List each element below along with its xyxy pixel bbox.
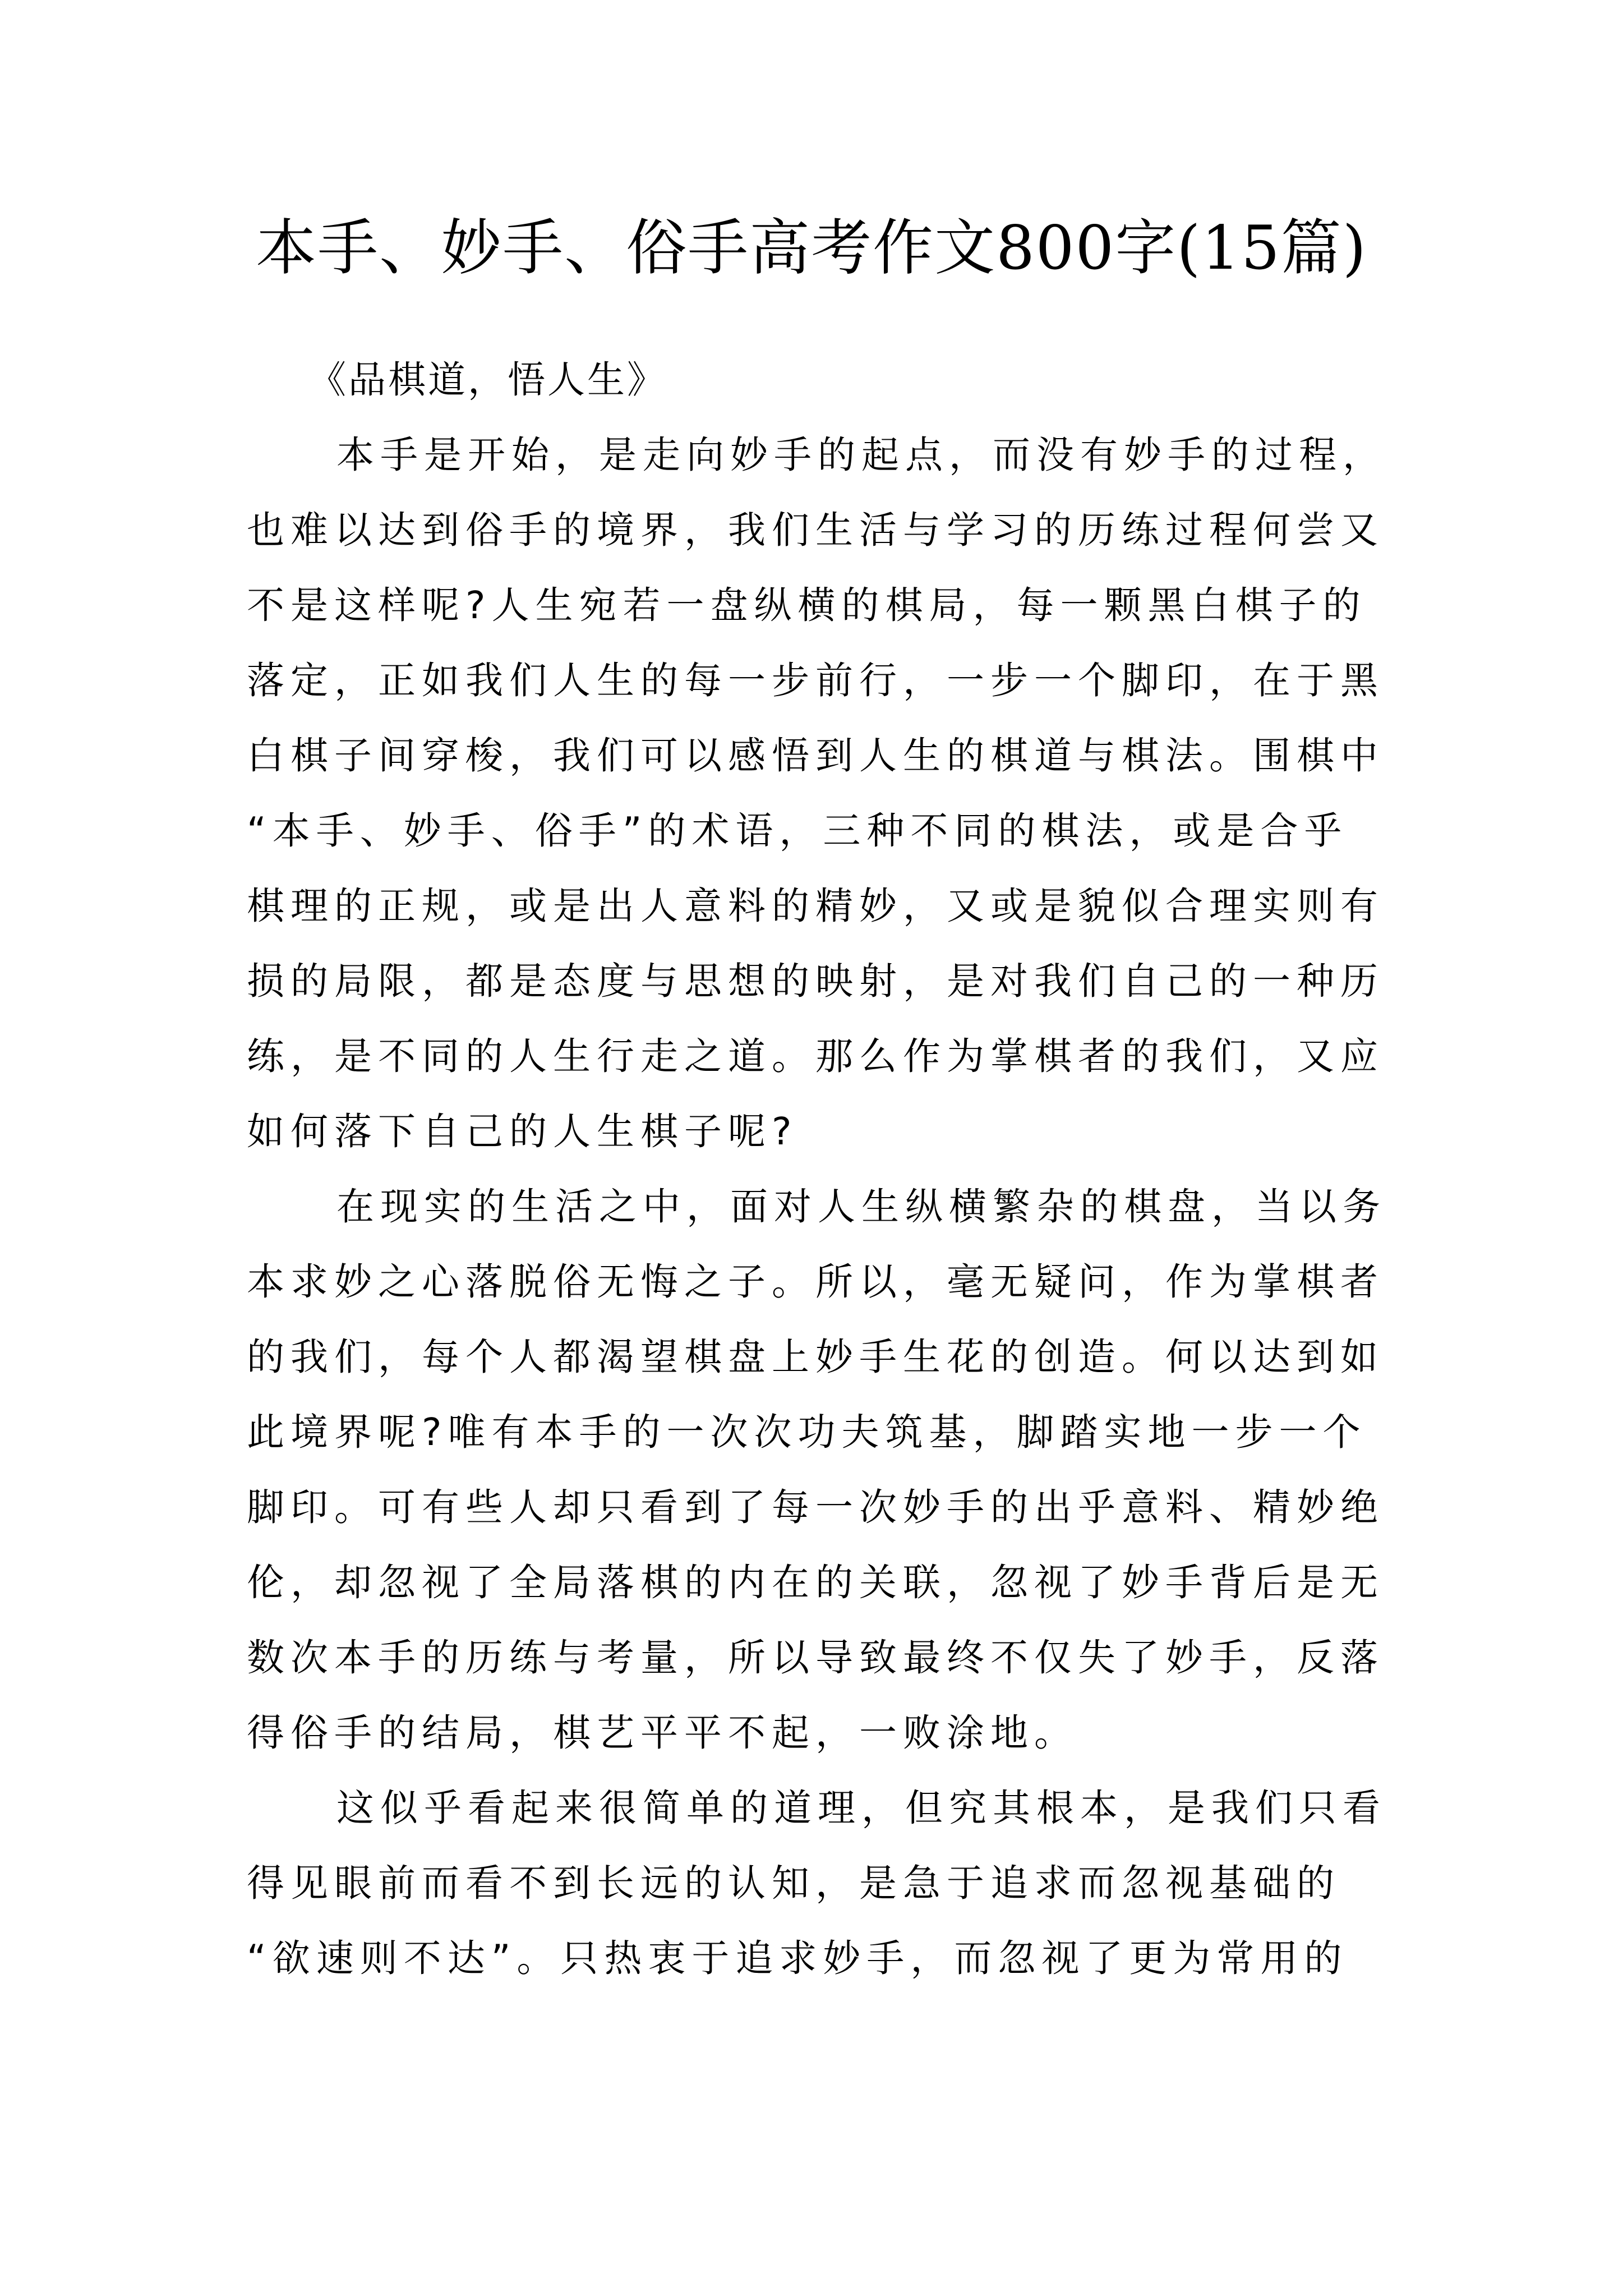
text-line: 得俗手的结局，棋艺平平不起，一败涂地。 <box>247 1711 1078 1755</box>
paragraph <box>247 1770 1386 1996</box>
text-line: 落定，正如我们人生的每一步前行，一步一个脚印，在于黑 <box>247 659 1384 702</box>
paragraph <box>247 417 1386 1169</box>
text-line: 白棋子间穿梭，我们可以感悟到人生的棋道与棋法。围棋中 <box>247 734 1384 777</box>
text-line: 脚印。可有些人却只看到了每一次妙手的出乎意料、精妙绝 <box>247 1485 1384 1529</box>
text-line: 不是这样呢?人生宛若一盘纵横的棋局，每一颗黑白棋子的 <box>247 583 1367 627</box>
text-line: 练，是不同的人生行走之道。那么作为掌棋者的我们，又应 <box>247 1034 1384 1078</box>
document-body <box>247 342 1386 1996</box>
text-line: 损的局限，都是态度与思想的映射，是对我们自己的一种历 <box>247 959 1384 1003</box>
text-line: 在现实的生活之中，面对人生纵横繁杂的棋盘，当以务 <box>336 1185 1386 1228</box>
text-line: 本求妙之心落脱俗无悔之子。所以，毫无疑问，作为掌棋者 <box>247 1260 1384 1304</box>
essay-title: 《品棋道，悟人生》 <box>308 358 667 402</box>
document-title: 本手、妙手、俗手高考作文800字(15篇) <box>256 213 1367 283</box>
text-line: 本手是开始，是走向妙手的起点，而没有妙手的过程， <box>336 433 1386 477</box>
text-line: 得见眼前而看不到长远的认知，是急于追求而忽视基础的 <box>247 1861 1340 1905</box>
text-line: 的我们，每个人都渴望棋盘上妙手生花的创造。何以达到如 <box>247 1335 1384 1379</box>
text-line: “本手、妙手、俗手”的术语，三种不同的棋法，或是合乎 <box>247 809 1348 853</box>
text-line: 棋理的正规，或是出人意料的精妙，又或是貌似合理实则有 <box>247 884 1384 928</box>
text-line: 如何落下自己的人生棋子呢? <box>247 1110 798 1153</box>
text-line: 此境界呢?唯有本手的一次次功夫筑基，脚踏实地一步一个 <box>247 1410 1367 1454</box>
text-line: 伦，却忽视了全局落棋的内在的关联，忽视了妙手背后是无 <box>247 1561 1384 1604</box>
text-line: 这似乎看起来很简单的道理，但究其根本，是我们只看 <box>336 1786 1386 1830</box>
text-line: 数次本手的历练与考量，所以导致最终不仅失了妙手，反落 <box>247 1636 1384 1680</box>
text-line: “欲速则不达”。只热衷于追求妙手，而忽视了更为常用的 <box>247 1936 1348 1980</box>
text-line: 也难以达到俗手的境界，我们生活与学习的历练过程何尝又 <box>247 508 1384 552</box>
paragraph <box>247 1169 1386 1770</box>
